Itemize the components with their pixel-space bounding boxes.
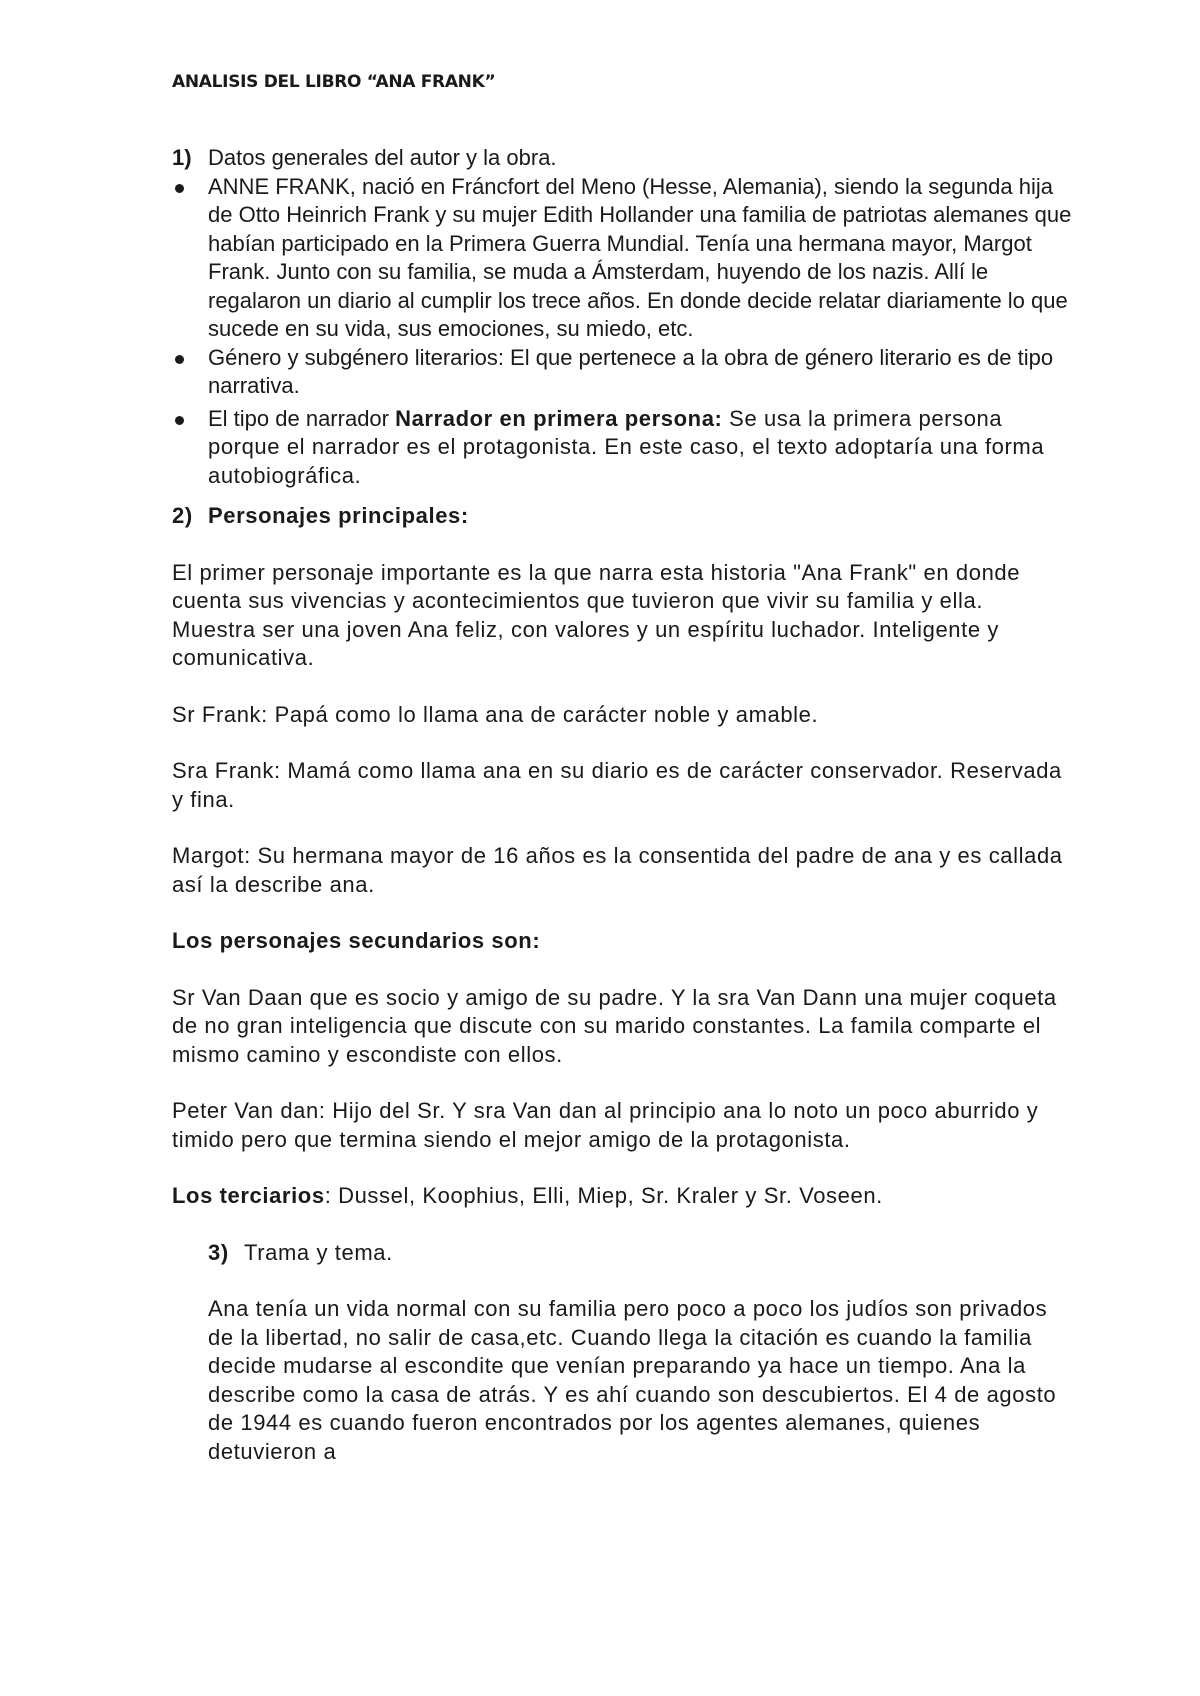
secondary-characters-heading <box>172 927 1072 956</box>
tertiary-characters <box>172 1182 1072 1211</box>
bullet-text-post: Se usa la primera persona porque el narrador es el protagonista. En este caso, el texto adoptaría una forma autobiográfica. <box>208 405 1045 488</box>
section-number: 3) <box>208 1239 229 1265</box>
bullet-item <box>172 173 1072 344</box>
section-3 <box>172 1239 1072 1467</box>
section-3-title: Trama y tema. <box>244 1239 393 1265</box>
paragraph: Sr Van Daan que es socio y amigo de su padre. Y la sra Van Dann una mujer coqueta de no gran inteligencia que discute con su marido constantes. La famila comparte el mismo camino y escondiste con ellos. <box>172 984 1057 1067</box>
document-title: ANALISIS DEL LIBRO “ANA FRANK” <box>172 72 496 92</box>
bullet-item <box>172 405 1072 491</box>
section-number: 2) <box>172 503 193 528</box>
section-3-heading <box>208 1239 1072 1268</box>
tertiary-text: : Dussel, Koophius, Elli, Miep, Sr. Kraler y Sr. Voseen. <box>324 1183 883 1208</box>
paragraph: Margot: Su hermana mayor de 16 años es la consentida del padre de ana y es callada así la describe ana. <box>172 843 1063 897</box>
bullet-text-pre: El tipo de narrador <box>208 405 396 431</box>
narrator-type-bold: Narrador en primera persona: <box>395 405 723 431</box>
section-1-title: Datos generales del autor y la obra. <box>208 145 557 170</box>
bullet-icon <box>175 416 184 425</box>
secondary-heading-text: Los personajes secundarios son: <box>172 928 541 953</box>
document-body <box>172 144 1072 1466</box>
bullet-item <box>172 344 1072 401</box>
paragraph: El primer personaje importante es la que narra esta historia "Ana Frank" en donde cuenta sus vivencias y acontecimientos que tuvieron que vivir su familia y ella. Muestra ser una joven Ana feliz, con valores y un espíritu luchador. Inteligente y comunicativa. <box>172 559 1021 670</box>
bullet-icon <box>175 184 184 193</box>
section-1-bullet-list <box>172 173 1072 491</box>
paragraph: Sra Frank: Mamá como llama ana en su diario es de carácter conservador. Reservada y fina. <box>172 758 1062 812</box>
paragraph: Ana tenía un vida normal con su familia pero poco a poco los judíos son privados de la libertad, no salir de casa,etc. Cuando llega la citación es cuando la familia decide mudarse al escondite que venían preparando ya hace un tiempo. Ana la describe como la casa de atrás. Y es ahí cuando son descubiertos. El 4 de agosto de 1944 es cuando fueron encontrados por los agentes alemanes, quienes detuvieron a <box>208 1296 1057 1464</box>
section-2-title: Personajes principales: <box>208 503 469 528</box>
tertiary-label: Los terciarios <box>172 1183 325 1208</box>
paragraph: Peter Van dan: Hijo del Sr. Y sra Van dan al principio ana lo noto un poco aburrido y timido pero que termina siendo el mejor amigo de la protagonista. <box>172 1098 1039 1152</box>
section-1-heading <box>172 144 1072 173</box>
paragraph: Sr Frank: Papá como lo llama ana de carácter noble y amable. <box>172 701 819 727</box>
bullet-text: Género y subgénero literarios: El que pertenece a la obra de género literario es de tipo narrativa. <box>208 344 1054 398</box>
bullet-icon <box>175 355 184 364</box>
section-2-heading <box>172 502 1072 531</box>
section-number: 1) <box>172 145 192 170</box>
bullet-text: ANNE FRANK, nació en Fráncfort del Meno (Hesse, Alemania), siendo la segunda hija de Otto Heinrich Frank y su mujer Edith Hollander una familia de patriotas alemanes que habían participado en la Primera Guerra Mundial. Tenía una hermana mayor, Margot Frank. Junto con su familia, se muda a Ámsterdam, huyendo de los nazis. Allí le regalaron un diario al cumplir los trece años. En donde decide relatar diariamente lo que sucede en su vida, sus emociones, su miedo, etc. <box>208 173 1072 341</box>
